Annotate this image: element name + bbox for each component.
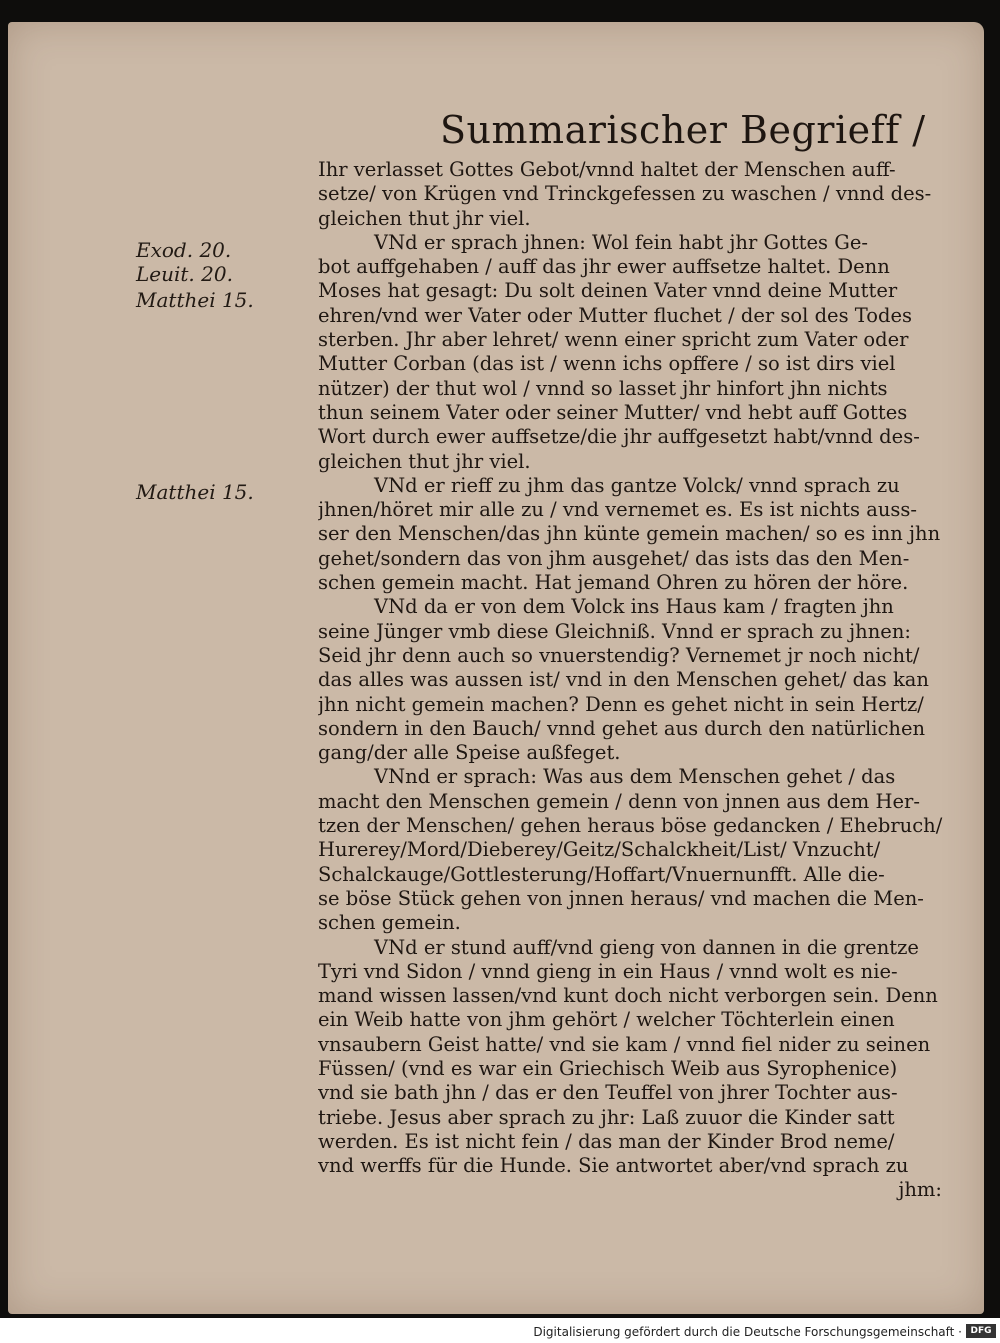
text-line: werden. Es ist nicht fein / das man der Kinder Brod neme/	[318, 1129, 895, 1153]
text-line: tzen der Menschen/ gehen heraus böse gedancken / Ehebruch/	[318, 814, 943, 838]
text-line: gehet/sondern das von jhm ausgehet/ das ists das den Men-	[318, 546, 910, 570]
text-line: ehren/vnd wer Vater oder Mutter fluchet / der sol des Todes	[318, 303, 913, 327]
text-line: vnd werffs für die Hunde. Sie antwortet aber/vnd sprach zu	[318, 1154, 909, 1178]
text-line: Wort durch ewer auffsetze/die jhr auffgesetzt habt/vnnd des-	[318, 425, 920, 449]
text-line: ser den Menschen/das jhn künte gemein machen/ so es inn jhn	[318, 522, 941, 546]
text-line: Seid jhr denn auch so vnuerstendig? Vernemet jr noch nicht/	[318, 643, 920, 667]
text-line: triebe. Jesus aber sprach zu jhr: Laß zuuor die Kinder satt	[318, 1105, 895, 1129]
text-line: se böse Stück gehen von jnnen heraus/ vnd machen die Men-	[318, 886, 924, 910]
text-line: thun seinem Vater oder seiner Mutter/ vnd hebt auff Gottes	[318, 400, 908, 424]
text-line: Schalckauge/Gottlesterung/Hoffart/Vnuernunfft. Alle die-	[318, 862, 885, 886]
text-line: VNd er sprach jhnen: Wol fein habt jhr Gottes Ge-	[374, 230, 868, 254]
text-line: jhnen/höret mir alle zu / vnd vernemet es. Es ist nichts auss-	[318, 498, 917, 522]
text-line: gang/der alle Speise außfeget.	[318, 741, 621, 765]
text-line: gleichen thut jhr viel.	[318, 449, 531, 473]
text-line: jhm:	[898, 1178, 942, 1202]
text-line: jhn nicht gemein machen? Denn es gehet nicht in sein Hertz/	[318, 692, 924, 716]
margin-note-matthei: Matthei 15.	[136, 288, 254, 312]
text-line: schen gemein.	[318, 911, 461, 935]
text-line: vnd sie bath jhn / das er den Teuffel von jhrer Tochter aus-	[318, 1081, 898, 1105]
footer-credit: Digitalisierung gefördert durch die Deutsche Forschungsgemeinschaft ·	[533, 1325, 962, 1339]
body-text	[318, 158, 950, 1203]
text-line: Tyri vnd Sidon / vnnd gieng in ein Haus / vnnd wolt es nie-	[318, 959, 898, 983]
text-line: seine Jünger vmb diese Gleichniß. Vnnd er sprach zu jhnen:	[318, 619, 911, 643]
text-line: vnsaubern Geist hatte/ vnd sie kam / vnnd fiel nider zu seinen	[318, 1032, 931, 1056]
text-line: mand wissen lassen/vnd kunt doch nicht verborgen sein. Denn	[318, 984, 938, 1008]
text-line: sondern in den Bauch/ vnnd gehet aus durch den natürlichen	[318, 716, 926, 740]
text-line: ein Weib hatte von jhm gehört / welcher Töchterlein einen	[318, 1008, 895, 1032]
text-line: VNd da er von dem Volck ins Haus kam / fragten jhn	[374, 595, 894, 619]
margin-note-exod: Exod. 20.	[136, 238, 232, 262]
text-line: VNd er stund auff/vnd gieng von dannen in die grentze	[374, 935, 919, 959]
margin-note-matthei-2: Matthei 15.	[136, 480, 254, 504]
text-line: Ihr verlasset Gottes Gebot/vnnd haltet der Menschen auff-	[318, 158, 896, 181]
text-line: setze/ von Krügen vnd Trinckgefessen zu waschen / vnnd des-	[318, 182, 932, 206]
text-line: sterben. Jhr aber lehret/ wenn einer spricht zum Vater oder	[318, 328, 909, 352]
text-line: VNnd er sprach: Was aus dem Menschen gehet / das	[374, 765, 896, 789]
text-line: Moses hat gesagt: Du solt deinen Vater vnnd deine Mutter	[318, 279, 898, 303]
margin-note-leuit: Leuit. 20.	[136, 262, 233, 286]
dfg-logo: DFG	[966, 1324, 996, 1338]
text-line: Mutter Corban (das ist / wenn ichs opffere / so ist dirs viel	[318, 352, 896, 376]
running-header: Summarischer Begrieff /	[440, 108, 926, 152]
text-line: gleichen thut jhr viel.	[318, 206, 531, 230]
text-line: bot auffgehaben / auff das jhr ewer auffsetze haltet. Denn	[318, 255, 890, 279]
text-line: das alles was aussen ist/ vnd in den Menschen gehet/ das kan	[318, 668, 929, 692]
text-line: Hurerey/Mord/Dieberey/Geitz/Schalckheit/List/ Vnzucht/	[318, 838, 881, 862]
footer-bar	[0, 1320, 1000, 1343]
text-line: nützer) der thut wol / vnnd so lasset jhr hinfort jhn nichts	[318, 376, 888, 400]
text-line: VNd er rieff zu jhm das gantze Volck/ vnnd sprach zu	[374, 473, 900, 497]
text-line: schen gemein macht. Hat jemand Ohren zu hören der höre.	[318, 571, 909, 595]
text-line: Füssen/ (vnd es war ein Griechisch Weib aus Syrophenice)	[318, 1056, 898, 1080]
text-line: macht den Menschen gemein / denn von jnnen aus dem Her-	[318, 789, 920, 813]
